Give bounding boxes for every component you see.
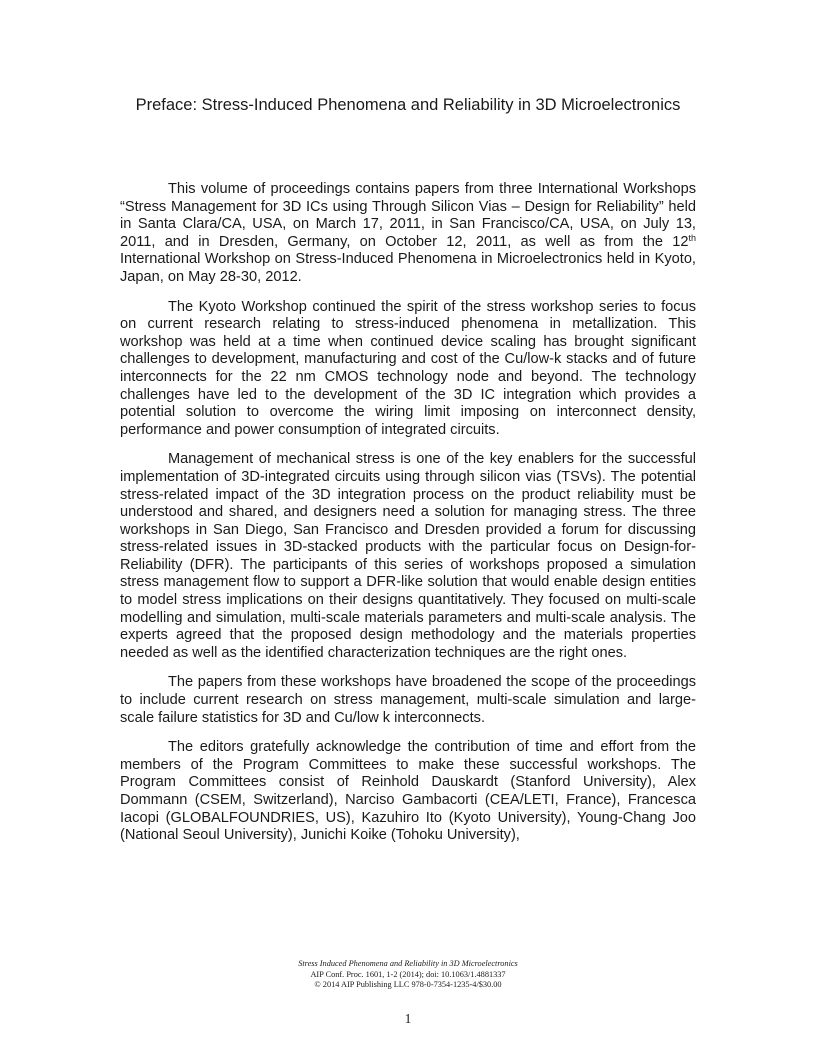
footer-proceedings-title: Stress Induced Phenomena and Reliability in 3D Microelectronics — [298, 959, 518, 968]
ordinal-superscript: th — [688, 232, 696, 243]
paragraph-4: The papers from these workshops have broadened the scope of the proceedings to include current research on stress management, multi-scale simulation and large-scale failure statistics for 3D and Cu/low k interconnects. — [120, 674, 696, 726]
paragraph-3: Management of mechanical stress is one of the key enablers for the successful implementation of 3D-integrated circuits using through silicon vias (TSVs). The potential stress-related impact of the 3D integration process on the product reliability must be understood and shared, and designers need a solution for managing stress. The three workshops in San Diego, San Francisco and Dresden provided a forum for discussing stress-related issues in 3D-stacked products with the particular focus on Design-for-Reliability (DFR). The participants of this series of workshops proposed a simulation stress management flow to support a DFR-like solution that would enable design entities to model stress implications on their designs quantitatively. They focused on multi-scale modelling and simulation, multi-scale materials parameters and multi-scale analysis. The experts agreed that the proposed design methodology and the materials properties needed as well as the identified characterization techniques are the right ones. — [120, 451, 696, 661]
paragraph-5: The editors gratefully acknowledge the contribution of time and effort from the members of the Program Committees to make these successful workshops. The Program Committees consist of Reinhold Dauskardt (Stanford University), Alex Dommann (CSEM, Switzerland), Narciso Gambacorti (CEA/LETI, France), Francesca Iacopi (GLOBALFOUNDRIES, US), Kazuhiro Ito (Kyoto University), Young-Chang Joo (National Seoul University), Junichi Koike (Tohoku University), — [120, 739, 696, 844]
paragraph-2: The Kyoto Workshop continued the spirit of the stress workshop series to focus on current research relating to stress-induced phenomena in metallization. This workshop was held at a time when continued device scaling has brought significant challenges to development, manufacturing and cost of the Cu/low-k stacks and of future interconnects for the 22 nm CMOS technology node and beyond. The technology challenges have led to the development of the 3D IC integration which provides a potential solution to overcome the wiring limit imposing on interconnect density, performance and power consumption of integrated circuits. — [120, 298, 696, 438]
paragraph-1 — [120, 181, 696, 287]
page-number: 1 — [404, 1011, 412, 1026]
paragraph-1-text: This volume of proceedings contains papers from three International Workshops “Stress Management for 3D ICs using Through Silicon Vias – Design for Reliability” held in Santa Clara/CA, USA, on March 17, 2011, in San Francisco/CA, USA, on July 13, 2011, and in Dresden, Germany, on October 12, 2011, as well as from the 12 — [120, 181, 696, 250]
page-title: Preface: Stress-Induced Phenomena and Reliability in 3D Microelectronics — [135, 96, 681, 114]
paragraph-1-text-end: International Workshop on Stress-Induced Phenomena in Microelectronics held in Kyoto, Japan, on May 28-30, 2012. — [120, 251, 696, 285]
footer-copyright: © 2014 AIP Publishing LLC 978-0-7354-1235-4/$30.00 — [314, 980, 502, 990]
citation-footer — [120, 959, 696, 991]
footer-doi: AIP Conf. Proc. 1601, 1-2 (2014); doi: 10.1063/1.4881337 — [310, 969, 506, 979]
body-text — [120, 181, 696, 857]
